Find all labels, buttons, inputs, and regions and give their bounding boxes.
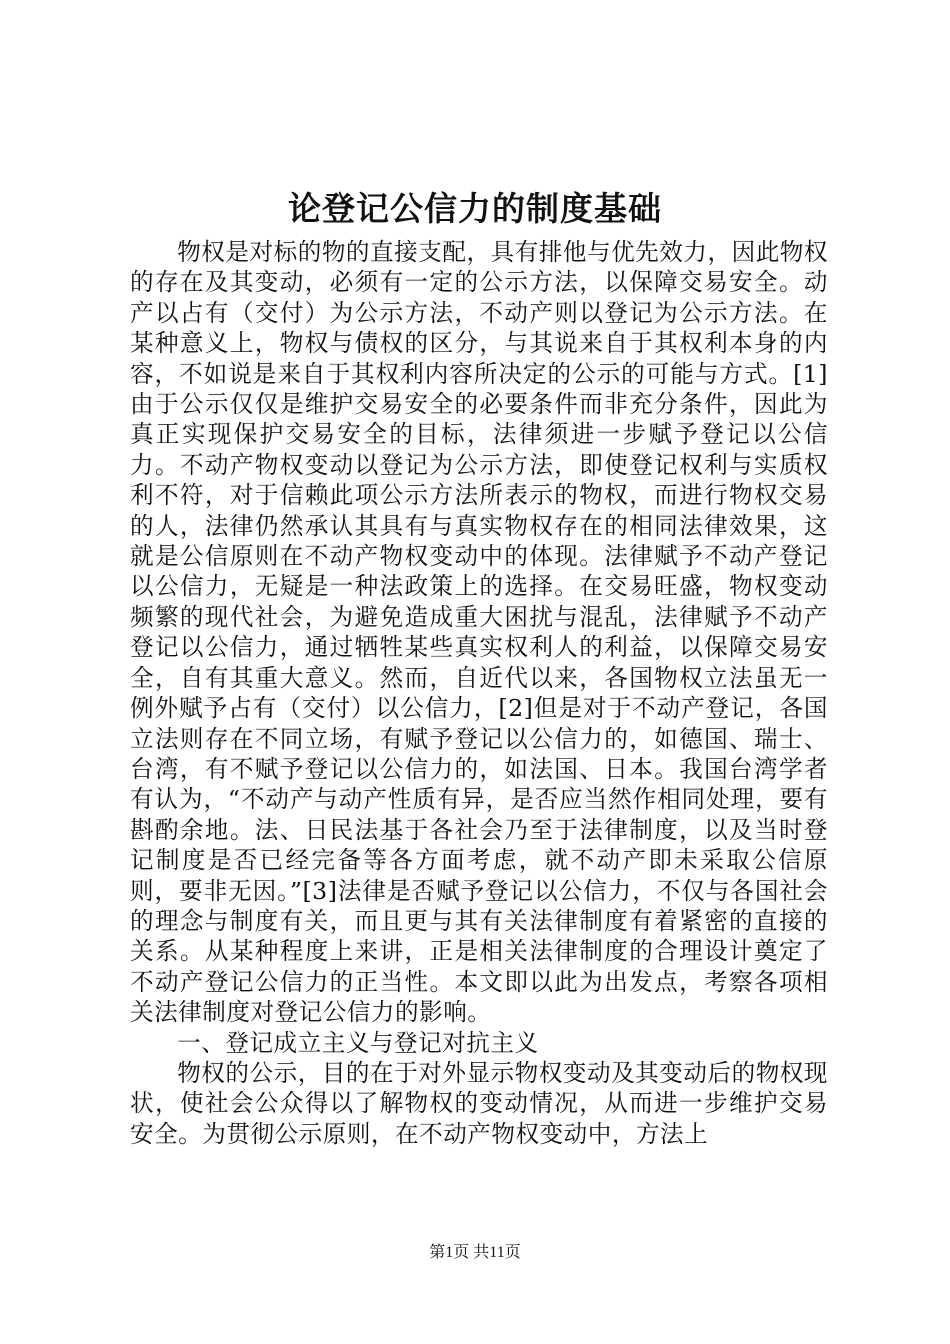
document-title: 论登记公信力的制度基础: [288, 189, 662, 228]
page-footer: 第1页 共11页: [429, 1244, 521, 1261]
paragraph-section-1: 物权的公示，目的在于对外显示物权变动及其变动后的物权现状，使社会公众得以了解物权的变动情况，从而进一步维护交易安全。为贯彻公示原则，在不动产物权变动中，方法上: [130, 1058, 828, 1148]
document-body: [130, 237, 828, 1149]
paragraph-intro: 物权是对标的物的直接支配，具有排他与优先效力，因此物权的存在及其变动，必须有一定的公示方法，以保障交易安全。动产以占有（交付）为公示方法，不动产则以登记为公示方法。在某种意义上，物权与债权的区分，与其说来自于其权利本身的内容，不如说是来自于其权利内容所决定的公示的可能与方式。[1]由于公示仅仅是维护交易安全的必要条件而非充分条件，因此为真正实现保护交易安全的目标，法律须进一步赋予登记以公信力。不动产物权变动以登记为公示方法，即使登记权利与实质权利不符，对于信赖此项公示方法所表示的物权，而进行物权交易的人，法律仍然承认其具有与真实物权存在的相同法律效果，这就是公信原则在不动产物权变动中的体现。法律赋予不动产登记以公信力，无疑是一种法政策上的选择。在交易旺盛，物权变动频繁的现代社会，为避免造成重大困扰与混乱，法律赋予不动产登记以公信力，通过牺牲某些真实权利人的利益，以保障交易安全，自有其重大意义。然而，自近代以来，各国物权立法虽无一例外赋予占有（交付）以公信力，[2]但是对于不动产登记，各国立法则存在不同立场，有赋予登记以公信力的，如德国、瑞士、台湾，有不赋予登记以公信力的，如法国、日本。我国台湾学者有认为，“不动产与动产性质有异，是否应当然作相同处理，要有斟酌余地。法、日民法基于各社会乃至于法律制度，以及当时登记制度是否已经完备等各方面考虑，就不动产即未采取公信原则，要非无因。”[3]法律是否赋予登记以公信力，不仅与各国社会的理念与制度有关，而且更与其有关法律制度有着紧密的直接的关系。从某种程度上来讲，正是相关法律制度的合理设计奠定了不动产登记公信力的正当性。本文即以此为出发点，考察各项相关法律制度对登记公信力的影响。: [130, 238, 828, 1027]
section-heading: 一、登记成立主义与登记对抗主义: [177, 1028, 539, 1057]
